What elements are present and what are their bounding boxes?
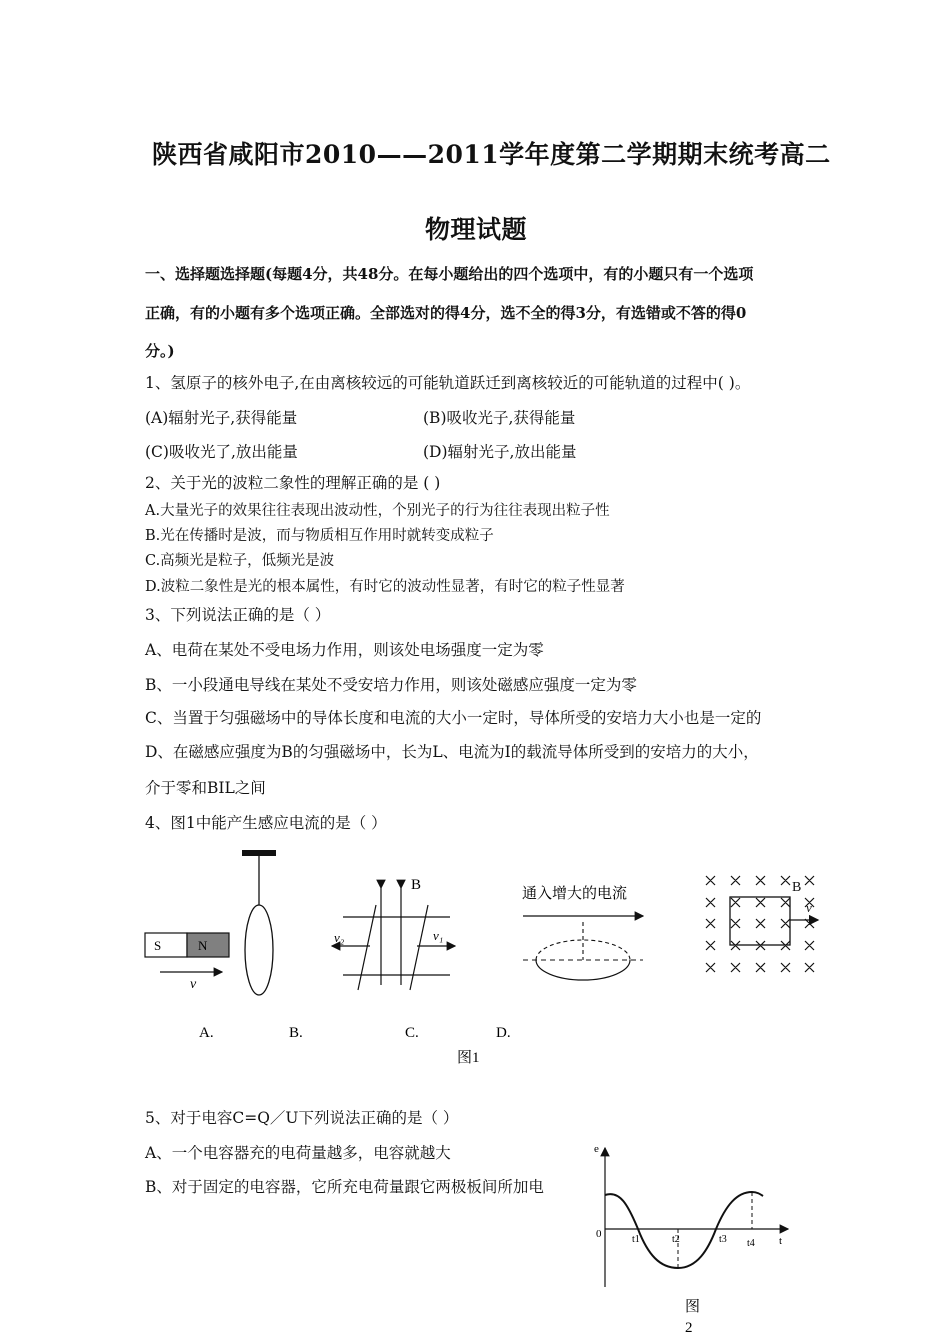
field-b-label: B — [411, 877, 422, 893]
figure-2-caption-line2: 2 — [685, 1320, 693, 1336]
q3-option-d-line2: 介于零和BIL之间 — [145, 779, 266, 797]
rod-left — [358, 905, 376, 990]
q1-option-c: (C)吸收光了,放出能量 — [145, 443, 298, 461]
q2-option-c: C.高频光是粒子，低频光是波 — [145, 553, 335, 569]
velocity-label: v — [190, 977, 197, 992]
section-instructions-line2: 正确，有的小题有多个选项正确。全部选对的得4分，选不全的得3分，有选错或不答的得0 — [145, 304, 747, 322]
fig1-option-b: B. — [289, 1025, 303, 1041]
magnet-n-label: N — [198, 938, 208, 953]
figure-1b — [332, 877, 455, 990]
q1-option-d: (D)辐射光子,放出能量 — [423, 443, 577, 461]
conducting-loop — [730, 897, 790, 945]
q1-option-a: (A)辐射光子,获得能量 — [145, 409, 298, 427]
q3-option-b: B、一小段通电导线在某处不受安培力作用，则该处磁感应强度一定为零 — [145, 676, 637, 694]
figure-2 — [594, 1143, 788, 1336]
t-axis-label: t — [779, 1235, 783, 1247]
fig1-option-c: C. — [405, 1025, 419, 1041]
q3-option-a: A、电荷在某处不受电场力作用，则该处电场强度一定为零 — [145, 641, 544, 659]
rod-right — [410, 905, 428, 990]
figure-1c-text: 通入增大的电流 — [522, 886, 628, 902]
magnet-s-label: S — [154, 938, 162, 953]
t3-label: t3 — [719, 1234, 727, 1245]
figure-1d — [706, 876, 818, 972]
q5-option-b: B、对于固定的电容器，它所充电荷量跟它两极板间所加电 — [145, 1178, 544, 1196]
section-instructions-line1: 一、选择题选择题(每题4分，共48分。在每小题给出的四个选项中，有的小题只有一个选项 — [145, 265, 754, 283]
magnet-s-pole — [145, 933, 187, 957]
q5-option-a: A、一个电容器充的电荷量越多，电容就越大 — [145, 1144, 451, 1162]
page-subtitle: 物理试题 — [425, 215, 528, 244]
figure-1-caption: 图1 — [457, 1050, 480, 1066]
q2-stem: 2、关于光的波粒二象性的理解正确的是 ( ) — [145, 474, 441, 492]
q2-option-d: D.波粒二象性是光的根本属性，有时它的波动性显著，有时它的粒子性显著 — [145, 579, 625, 595]
t4-label: t4 — [747, 1238, 755, 1249]
figure-1a — [145, 850, 276, 995]
e-axis-label: e — [594, 1143, 599, 1155]
figure-1c — [522, 884, 643, 980]
figure-2-caption-line1: 图 — [685, 1299, 701, 1315]
v2-label: v₂ — [334, 930, 345, 945]
fig1-option-a: A. — [199, 1025, 214, 1041]
q3-stem: 3、下列说法正确的是（ ） — [145, 606, 331, 624]
v1-label: v₁ — [433, 928, 444, 943]
q3-option-d-line1: D、在磁感应强度为B的匀强磁场中，长为L、电流为I的载流导体所受到的安培力的大小， — [145, 743, 759, 761]
section-instructions-line3: 分。) — [145, 342, 175, 360]
q5-stem: 5、对于电容C=Q／U下列说法正确的是（ ） — [145, 1109, 459, 1127]
fig1-option-d: D. — [496, 1025, 511, 1041]
origin-label: 0 — [596, 1228, 602, 1240]
page-title: 陕西省咸阳市2010——2011学年度第二学期期末统考高二 — [152, 140, 831, 169]
coil-ring — [245, 905, 273, 995]
loop-velocity-label: v — [806, 900, 812, 915]
t2-label: t2 — [672, 1234, 680, 1245]
sine-curve — [605, 1192, 763, 1268]
q4-stem: 4、图1中能产生感应电流的是（ ） — [145, 814, 387, 832]
q1-stem: 1、氢原子的核外电子,在由离核较远的可能轨道跃迁到离核较近的可能轨道的过程中( )。 — [145, 374, 751, 392]
q2-option-b: B.光在传播时是波，而与物质相互作用时就转变成粒子 — [145, 528, 494, 544]
q2-option-a: A.大量光子的效果往往表现出波动性，个别光子的行为往往表现出粒子性 — [145, 503, 610, 519]
field-b-label-d: B — [792, 880, 802, 895]
magnet-n-pole — [187, 933, 229, 957]
t1-label: t1 — [632, 1234, 640, 1245]
ceiling-mount — [242, 850, 276, 856]
ring-front-half — [536, 960, 630, 980]
q3-option-c: C、当置于匀强磁场中的导体长度和电流的大小一定时，导体所受的安培力大小也是一定的 — [145, 709, 762, 727]
q1-option-b: (B)吸收光子,获得能量 — [423, 409, 576, 427]
